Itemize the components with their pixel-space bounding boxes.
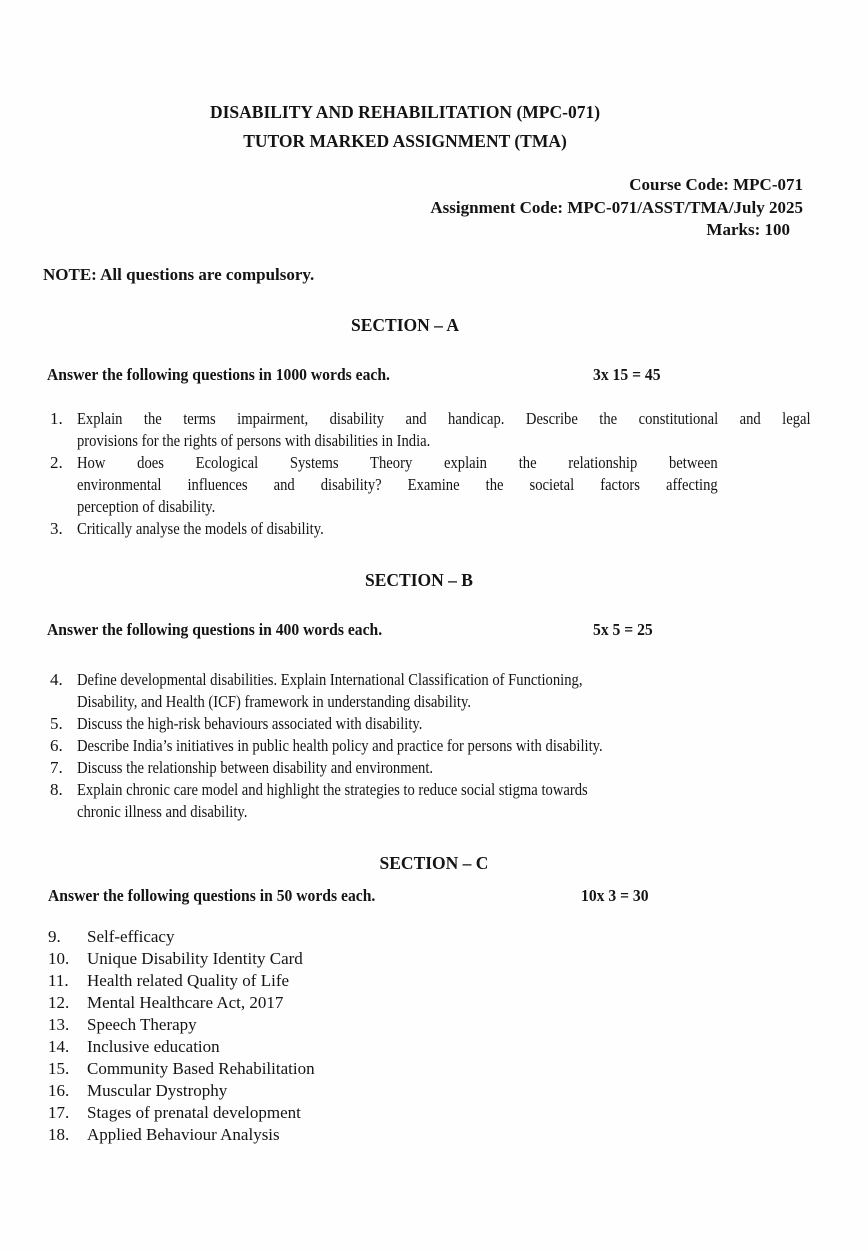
question-text: Applied Behaviour Analysis (87, 1125, 280, 1144)
section-a-instruction: Answer the following questions in 1000 words each. (47, 365, 390, 384)
question-number: 16. (48, 1081, 70, 1100)
question-text: Health related Quality of Life (87, 971, 290, 990)
question-number: 17. (48, 1103, 70, 1122)
question-number: 7. (50, 758, 63, 777)
question-number: 9. (48, 927, 61, 946)
question-number: 6. (50, 736, 63, 755)
question-item (48, 992, 448, 1014)
total-marks: Marks: 100 (706, 220, 790, 239)
question-text: Speech Therapy (87, 1015, 197, 1034)
section-c-instruction: Answer the following questions in 50 words each. (48, 886, 376, 905)
question-text-line: Discuss the high-risk behaviours associated with disability. (77, 714, 423, 733)
question-item (48, 1102, 448, 1124)
question-text-line: provisions for the rights of persons with disabilities in India. (77, 431, 431, 450)
question-text-line: Explain chronic care model and highlight the strategies to reduce social stigma towards (77, 780, 588, 799)
section-b-marks: 5x 5 = 25 (593, 620, 653, 639)
assignment-code: Assignment Code: MPC-071/ASST/TMA/July 2025 (430, 198, 803, 217)
section-a-title: SECTION – A (351, 315, 459, 335)
question-text-line: Define developmental disabilities. Explain International Classification of Functioning, (77, 670, 583, 689)
question-text: Stages of prenatal development (87, 1103, 301, 1122)
question-item (48, 970, 448, 992)
question-text: Unique Disability Identity Card (87, 949, 303, 968)
question-text-line: Critically analyse the models of disability. (77, 519, 324, 538)
question-text-line: How does Ecological Systems Theory explain the relationship between (77, 453, 718, 472)
question-item (48, 926, 448, 948)
question-item (48, 1058, 448, 1080)
question-text: Mental Healthcare Act, 2017 (87, 993, 284, 1012)
question-number: 14. (48, 1037, 70, 1056)
question-number: 15. (48, 1059, 70, 1078)
section-c-marks: 10x 3 = 30 (581, 886, 649, 905)
question-item (48, 1124, 448, 1146)
question-item (48, 1014, 448, 1036)
question-text-line: environmental influences and disability? Examine the societal factors affecting (77, 475, 718, 494)
question-text-line: Discuss the relationship between disability and environment. (77, 758, 434, 777)
question-text-line: Disability, and Health (ICF) framework in understanding disability. (77, 692, 471, 711)
document-title: DISABILITY AND REHABILITATION (MPC-071) (209, 102, 601, 122)
question-number: 2. (50, 453, 63, 472)
question-number: 8. (50, 780, 63, 799)
question-item (48, 1036, 448, 1058)
question-text: Muscular Dystrophy (87, 1081, 228, 1100)
question-text: Inclusive education (87, 1037, 220, 1056)
course-code: Course Code: MPC-071 (629, 175, 803, 194)
question-number: 4. (50, 670, 63, 689)
question-number: 18. (48, 1125, 70, 1144)
question-number: 11. (48, 971, 69, 990)
question-item (48, 948, 448, 970)
section-c-questions (48, 926, 448, 1151)
question-number: 13. (48, 1015, 70, 1034)
question-number: 1. (50, 409, 63, 428)
section-b-questions (50, 669, 810, 829)
note: NOTE: All questions are compulsory. (43, 265, 315, 284)
section-a-questions (50, 408, 810, 548)
question-text-line: chronic illness and disability. (77, 802, 248, 821)
question-text: Self-efficacy (87, 927, 175, 946)
question-item (48, 1080, 448, 1102)
section-a-marks: 3x 15 = 45 (593, 365, 661, 384)
document-subtitle: TUTOR MARKED ASSIGNMENT (TMA) (243, 131, 567, 151)
question-text-line: perception of disability. (77, 497, 216, 516)
question-number: 5. (50, 714, 63, 733)
section-b-instruction: Answer the following questions in 400 words each. (47, 620, 383, 639)
question-number: 3. (50, 519, 63, 538)
question-number: 10. (48, 949, 70, 968)
question-text-line: Explain the terms impairment, disability and handicap. Describe the constitutional and legal (77, 409, 811, 428)
section-b-title: SECTION – B (365, 570, 473, 590)
question-text-line: Describe India’s initiatives in public health policy and practice for persons with disability. (77, 736, 603, 755)
question-number: 12. (48, 993, 70, 1012)
question-text: Community Based Rehabilitation (87, 1059, 315, 1078)
section-c-title: SECTION – C (379, 853, 489, 873)
